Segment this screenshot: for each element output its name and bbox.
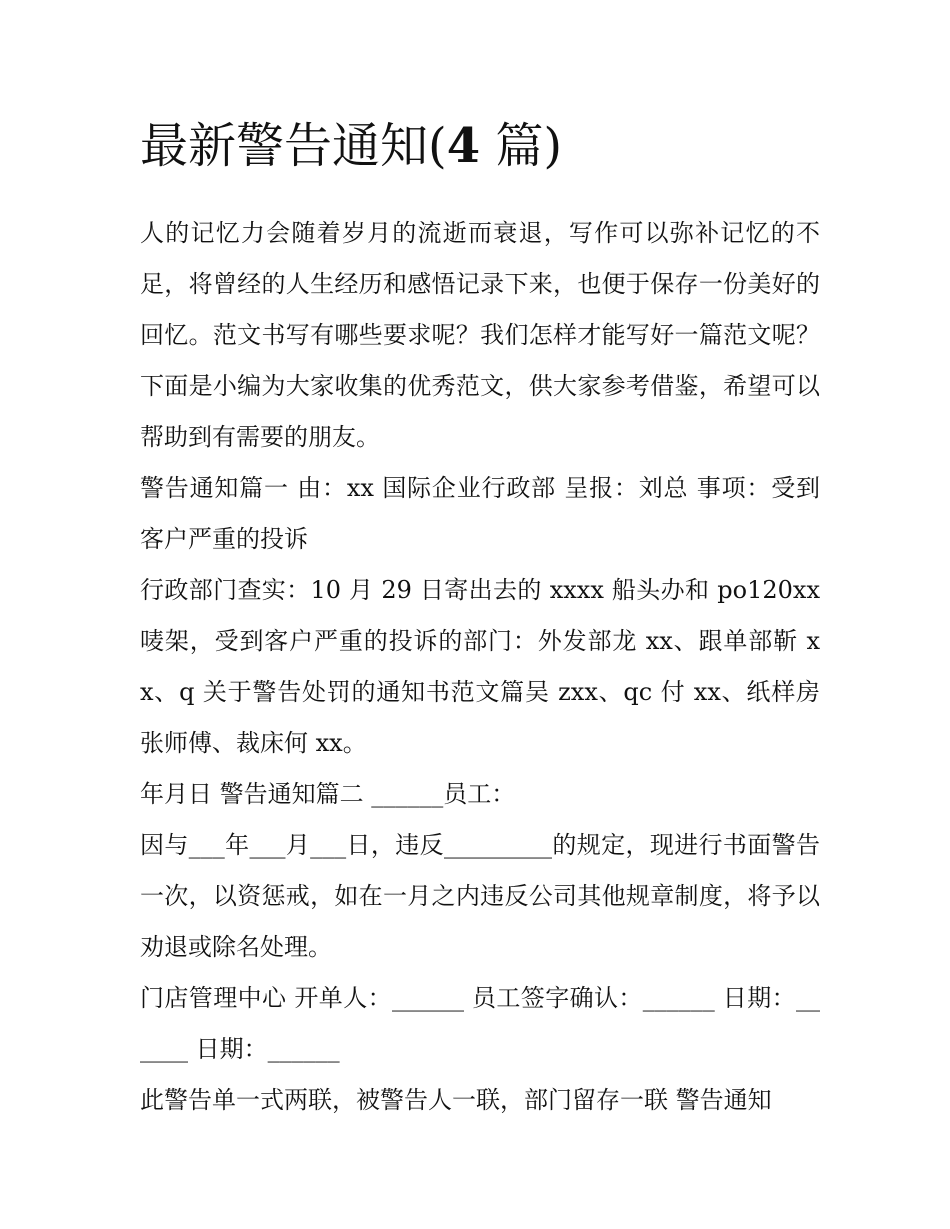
copies-note: 此警告单一式两联，被警告人一联，部门留存一联 警告通知 — [140, 1086, 772, 1114]
document-title — [140, 112, 820, 180]
notice-two-body: 因与___年___月___日，违反_________的规定，现进行书面警告一次，以资惩戒，如在一月之内违反公司其他规章制度，将予以劝退或除名处理。 — [140, 831, 820, 961]
notice-one-body: 行政部门查实：10 月 29 日寄出去的 xxxx 船头办和 po120xx 唛架，受到客户严重的投诉的部门：外发部龙 xx、跟单部靳 xx、q 关于警告处罚的通知书范文篇吴 zxx、qc 付 xx、纸样房张师傅、裁床何 xx。 — [140, 576, 820, 757]
title-text: 最新警告通知( — [140, 118, 447, 174]
notice-two-header: 年月日 警告通知篇二 ______员工： — [140, 780, 516, 808]
notice-one-header: 警告通知篇一 由：xx 国际企业行政部 呈报：刘总 事项：受到客户严重的投诉 — [140, 474, 820, 553]
title-count: 4 — [446, 118, 481, 174]
title-suffix: 篇) — [480, 118, 563, 174]
intro-paragraph: 人的记忆力会随着岁月的流逝而衰退，写作可以弥补记忆的不足，将曾经的人生经历和感悟记录下来，也便于保存一份美好的回忆。范文书写有哪些要求呢？我们怎样才能写好一篇范文呢？下面是小编为大家收集的优秀范文，供大家参考借鉴，希望可以帮助到有需要的朋友。 — [140, 219, 820, 451]
document-page — [140, 112, 820, 1126]
signature-line: 门店管理中心 开单人：______ 员工签字确认：______ 日期：______ 日期：______ — [140, 984, 820, 1063]
